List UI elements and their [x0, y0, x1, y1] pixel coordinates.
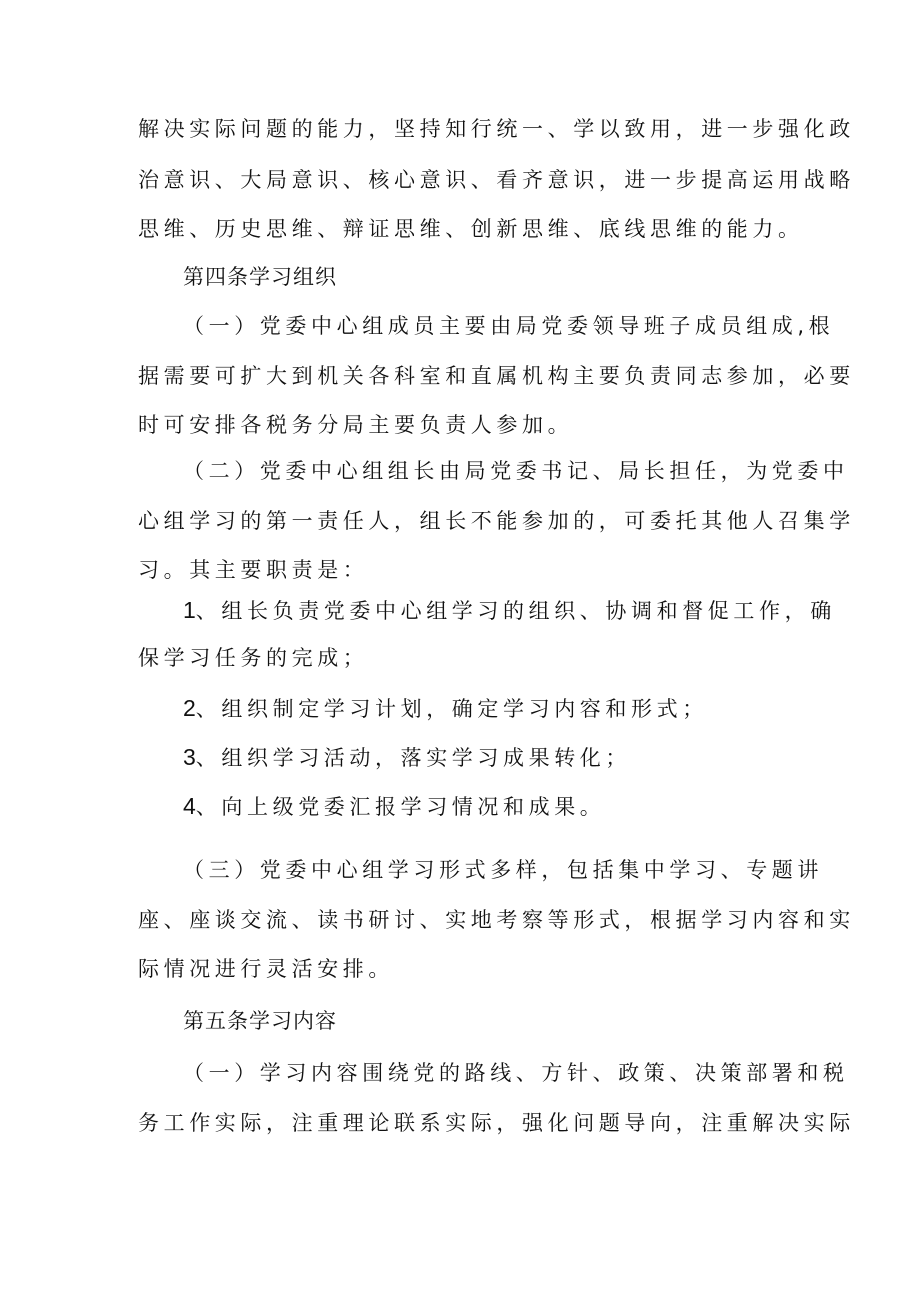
list-text: 、组织学习活动，落实学习成果转化；: [195, 746, 631, 770]
list-number: 1: [183, 597, 196, 623]
paragraph-line: 际情况进行灵活安排。: [138, 957, 394, 981]
list-item-2: [183, 693, 803, 724]
paragraph-line: （三）党委中心组学习形式多样，包括集中学习、专题讲: [183, 858, 823, 882]
list-text: 、组织制定学习计划，确定学习内容和形式；: [195, 697, 708, 721]
paragraph-line: 务工作实际，注重理论联系实际，强化问题导向，注重解决实际: [138, 1111, 855, 1135]
paragraph-line: 心组学习的第一责任人，组长不能参加的，可委托其他人召集学: [138, 509, 855, 533]
paragraph-line: （一）党委中心组成员主要由局党委领导班子成员组成,根: [183, 314, 835, 338]
paragraph-line: 习。其主要职责是：: [138, 558, 369, 582]
list-item-3: [183, 742, 803, 773]
list-text: 、组长负责党委中心组学习的组织、协调和督促工作，确: [195, 599, 836, 623]
paragraph-line: （一）学习内容围绕党的路线、方针、政策、决策部署和税: [183, 1061, 849, 1085]
paragraph-line: 据需要可扩大到机关各科室和直属机构主要负责同志参加，必要: [138, 364, 855, 388]
list-item-4: [183, 791, 803, 822]
list-number: 2: [183, 695, 196, 721]
article-heading-4: 第四条学习组织: [183, 265, 337, 289]
list-item-1: [183, 595, 836, 626]
paragraph-line: 解决实际问题的能力，坚持知行统一、学以致用，进一步强化政: [138, 117, 855, 141]
paragraph-line: 座、座谈交流、读书研讨、实地考察等形式，根据学习内容和实: [138, 908, 855, 932]
list-text: 、向上级党委汇报学习情况和成果。: [195, 795, 606, 819]
paragraph-line: （二）党委中心组组长由局党委书记、局长担任，为党委中: [183, 459, 849, 483]
paragraph-line: 时可安排各税务分局主要负责人参加。: [138, 413, 574, 437]
paragraph-line: 治意识、大局意识、核心意识、看齐意识，进一步提高运用战略: [138, 168, 855, 192]
article-heading-5: 第五条学习内容: [183, 1009, 337, 1033]
list-number: 3: [183, 744, 196, 770]
paragraph-line: 思维、历史思维、辩证思维、创新思维、底线思维的能力。: [138, 217, 804, 241]
paragraph-line: 保学习任务的完成；: [138, 646, 369, 670]
list-number: 4: [183, 793, 196, 819]
